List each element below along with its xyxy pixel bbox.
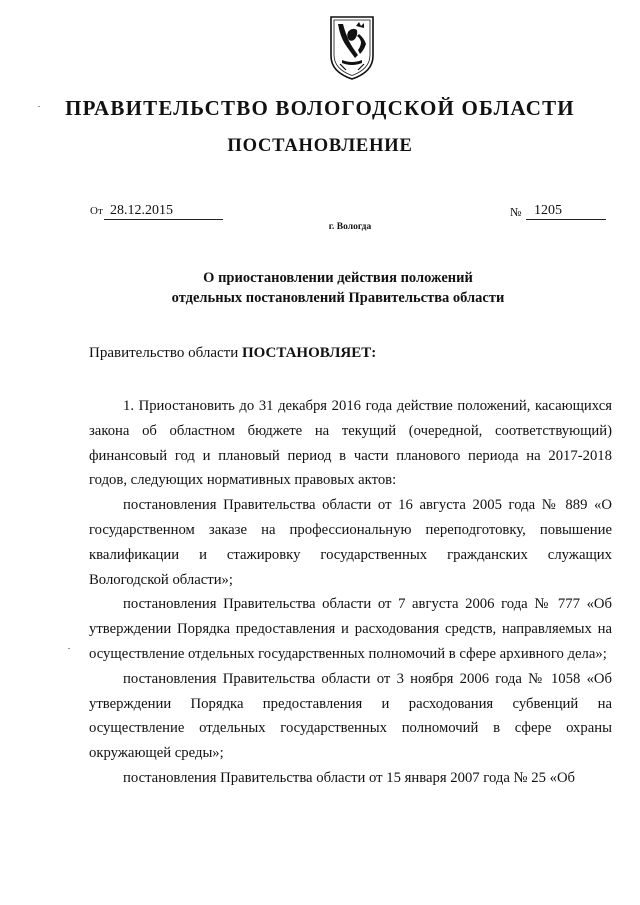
document-date: 28.12.2015 (104, 203, 223, 220)
scan-speck (68, 648, 70, 649)
document-subject (0, 268, 640, 308)
city-name: г. Вологда (328, 222, 372, 232)
body-paragraph-4: постановления Правительства области от 3 ноября 2006 года № 1058 «Об утверждении Порядка предоставления и расходования субвенций на осуществление отдельных государственных полномочий в сфере охраны окружающей среды»; (89, 670, 612, 762)
body-paragraph-1: 1. Приостановить до 31 декабря 2016 года действие положений, касающихся закона об областном бюджете на текущий (очередной, соответствующий) финансовый год и плановый период в части планового периода на 2017-2018 годов, следующих нормативных правовых актов: (89, 398, 612, 489)
decree-statement (89, 345, 376, 362)
subject-line-2: отдельных постановлений Правительства области (171, 290, 505, 306)
decree-verb: ПОСТАНОВЛЯЕТ: (241, 345, 377, 361)
date-from-label: От (90, 205, 103, 217)
document-type: ПОСТАНОВЛЕНИЕ (227, 136, 413, 156)
coat-of-arms-icon (328, 14, 376, 82)
body-paragraph-5: постановления Правительства области от 15 января 2007 года № 25 «Об (123, 769, 576, 786)
document-body (89, 394, 612, 791)
subject-line-1: О приостановлении действия положений (203, 270, 473, 286)
body-paragraph-2: постановления Правительства области от 16 августа 2005 года № 889 «О государственном заказе на профессиональную переподготовку, повышение квалификации и стажировку государственных гражданских служащих Вологодской области»; (89, 497, 612, 588)
decree-prefix: Правительство области (89, 345, 239, 361)
document-number: 1205 (526, 203, 606, 220)
number-sign: № (510, 205, 522, 219)
government-title: ПРАВИТЕЛЬСТВО ВОЛОГОДСКОЙ ОБЛАСТИ (65, 96, 575, 120)
body-paragraph-3: постановления Правительства области от 7 августа 2006 года № 777 «Об утверждении Порядка предоставления и расходования средств, направляемых на осуществление отдельных государственных полномочий в сфере архивного дела»; (89, 596, 612, 662)
scan-speck (38, 106, 40, 107)
